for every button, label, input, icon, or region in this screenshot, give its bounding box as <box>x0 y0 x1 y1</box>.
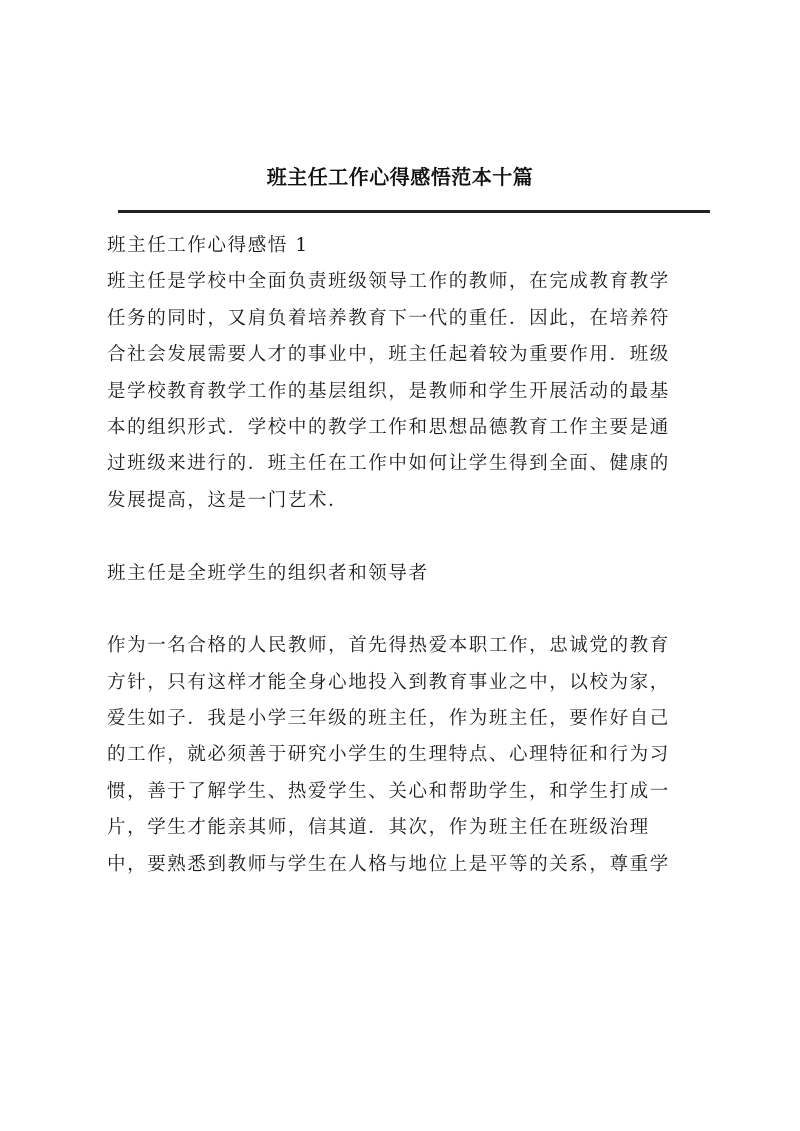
subheading: 班主任是全班学生的组织者和领导者 <box>107 562 429 584</box>
paragraph-1-line: 发展提高，这是一门艺术． <box>107 489 349 511</box>
paragraph-2-line: 方针，只有这样才能全身心地投入到教育事业之中，以校为家， <box>107 671 670 693</box>
paragraph-1-line: 是学校教育教学工作的基层组织，是教师和学生开展活动的最基 <box>107 380 670 402</box>
paragraph-1-line: 班主任是学校中全面负责班级领导工作的教师，在完成教育教学 <box>107 271 670 293</box>
document-title: 班主任工作心得感悟范本十篇 <box>266 165 534 189</box>
paragraph-2-line: 片，学生才能亲其师，信其道．其次，作为班主任在班级治理 <box>107 817 650 839</box>
paragraph-2-line: 爱生如子．我是小学三年级的班主任，作为班主任，要作好自己 <box>107 708 670 730</box>
section-heading: 班主任工作心得感悟 1 <box>107 235 309 256</box>
paragraph-1-line: 过班级来进行的．班主任在工作中如何让学生得到全面、健康的 <box>107 453 670 475</box>
title-underline-divider <box>118 210 710 213</box>
paragraph-2-line: 作为一名合格的人民教师，首先得热爱本职工作，忠诚党的教育 <box>107 635 670 657</box>
paragraph-spacer <box>107 519 711 555</box>
paragraph-2-line: 惯，善于了解学生、热爱学生、关心和帮助学生，和学生打成一 <box>107 780 670 802</box>
paragraph-2-line: 中，要熟悉到教师与学生在人格与地位上是平等的关系，尊重学 <box>107 853 670 875</box>
paragraph-1-line: 本的组织形式．学校中的教学工作和思想品德教育工作主要是通 <box>107 416 670 438</box>
document-body <box>107 228 711 883</box>
paragraph-1-line: 合社会发展需要人才的事业中，班主任起着较为重要作用．班级 <box>107 344 670 366</box>
paragraph-1-line: 任务的同时，又肩负着培养教育下一代的重任．因此，在培养符 <box>107 307 670 329</box>
paragraph-2-line: 的工作，就必须善于研究小学生的生理特点、心理特征和行为习 <box>107 744 670 766</box>
paragraph-spacer <box>107 592 711 628</box>
